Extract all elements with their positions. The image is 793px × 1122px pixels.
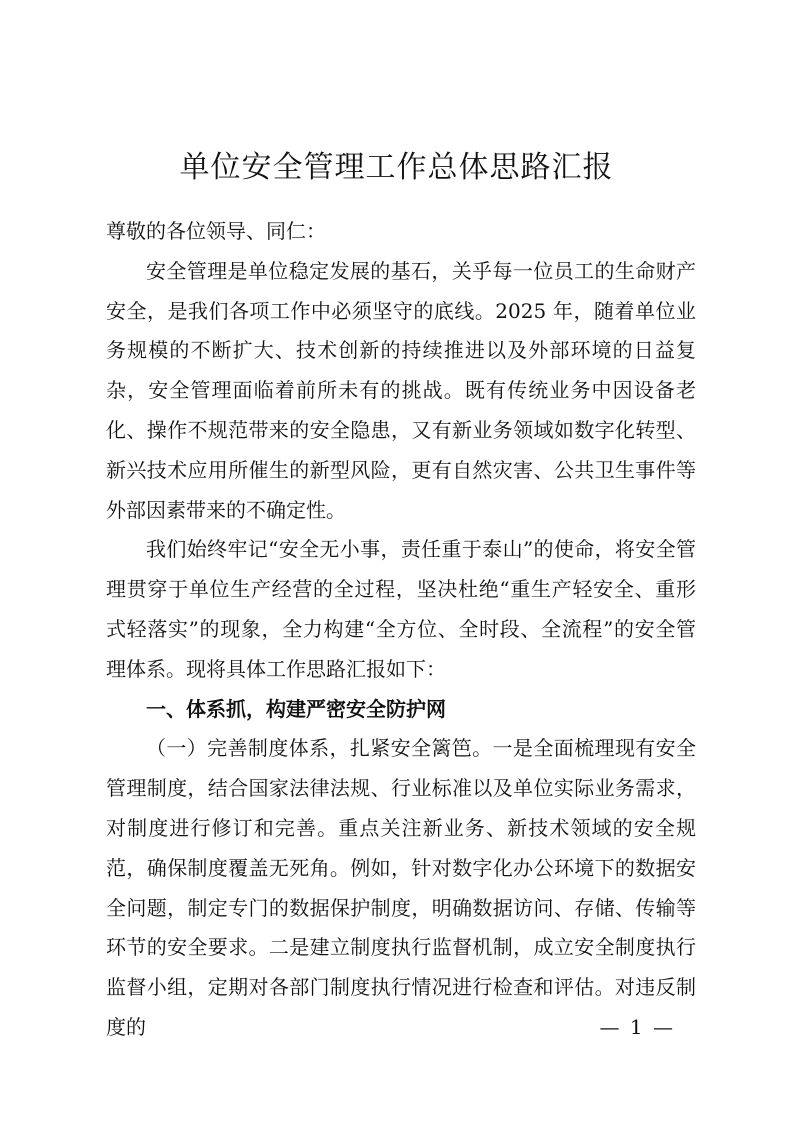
greeting: 尊敬的各位领导、同仁： — [106, 219, 326, 243]
mission-paragraph: 我们始终牢记“安全无小事，责任重于泰山”的使命，将安全管理贯穿于单位生产经营的全过程，坚决杜绝“重生产轻安全、重形式轻落实”的现象，全力构建“全方位、全时段、全流程”的安全管理体系。现将具体工作思路汇报如下： — [106, 537, 696, 681]
section-heading: 一、体系抓，构建严密安全防护网 — [146, 696, 446, 721]
document-title: 单位安全管理工作总体思路汇报 — [179, 150, 614, 185]
intro-paragraph: 安全管理是单位稳定发展的基石，关乎每一位员工的生命财产安全，是我们各项工作中必须坚守的底线。2025 年，随着单位业务规模的不断扩大、技术创新的持续推进以及外部环境的日益复杂，安全管理面临着前所未有的挑战。既有传统业务中因设备老化、操作不规范带来的安全隐患，又有新业务领域如数字化转型、新兴技术应用所催生的新型风险，更有自然灾害、公共卫生事件等外部因素带来的不确定性。 — [106, 258, 696, 522]
page-number: — 1 — — [599, 1015, 675, 1039]
document-body — [106, 212, 696, 1048]
subsection-text: 一是全面梳理现有安全管理制度，结合国家法律法规、行业标准以及单位实际业务需求，对制度进行修订和完善。重点关注新业务、新技术领域的安全规范，确保制度覆盖无死角。例如，针对数字化办公环境下的数据安全问题，制定专门的数据保护制度，明确数据访问、存储、传输等环节的安全要求。二是建立制度执行监督机制，成立安全制度执行监督小组，定期对各部门制度执行情况进行检查和评估。对违反制度的 — [106, 736, 697, 1039]
subsection-paragraph — [106, 729, 696, 1047]
subsection-lead: （一）完善制度体系，扎紧安全篱笆。 — [146, 736, 493, 761]
